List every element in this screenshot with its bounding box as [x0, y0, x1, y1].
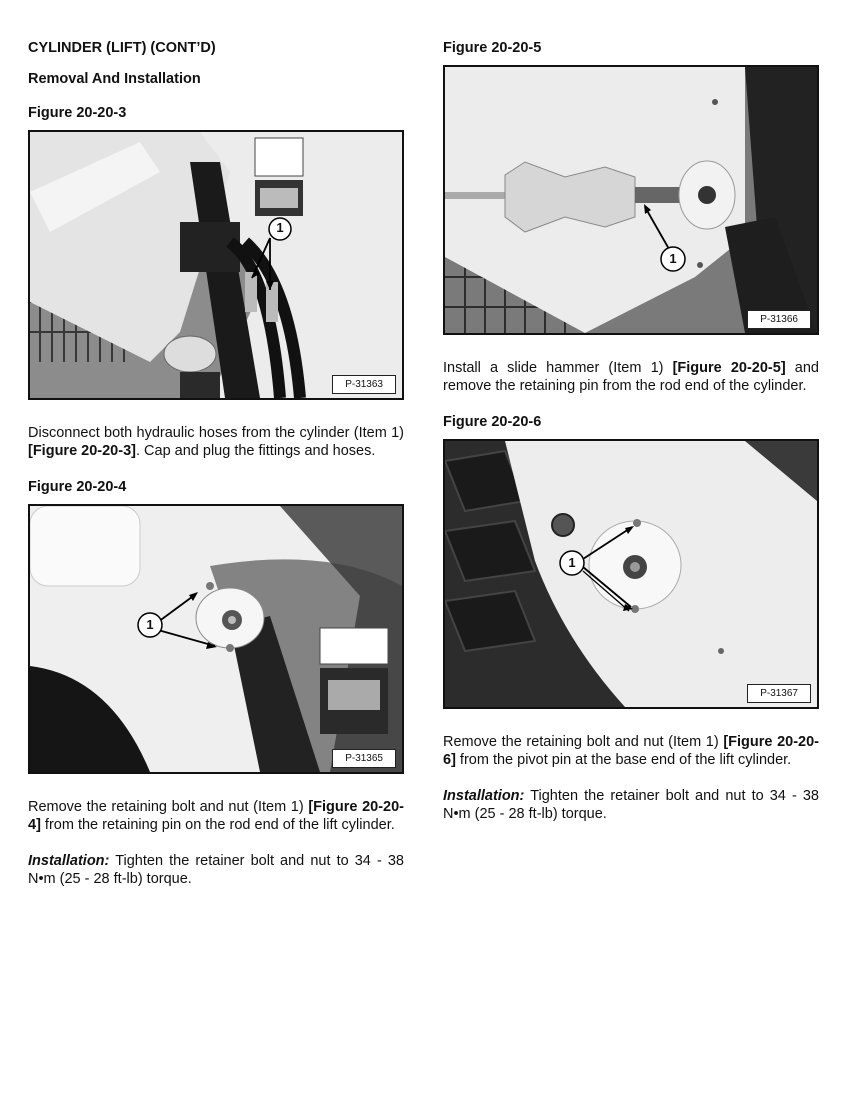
paragraph-installation-right: Installation: Tighten the retainer bolt and nut to 34 - 38 N•m (25 - 28 ft-lb) torque.: [443, 788, 819, 822]
figure-4-title: Figure 20-20-4: [28, 479, 127, 495]
figure-6-callout: 1: [568, 555, 576, 570]
section-subtitle: Removal And Installation: [28, 71, 201, 87]
figure-3-image: [28, 130, 404, 400]
figure-4-image: [28, 504, 404, 774]
figure-5-callout: 1: [669, 251, 677, 266]
paragraph-remove-bolt-base-end: Remove the retaining bolt and nut (Item 1) [Figure 20-20-6] from the pivot pin at the base end of the lift cylinder.: [443, 734, 819, 768]
figure-4-callout: 1: [146, 617, 154, 632]
figure-5-part-number: P-31366: [747, 310, 811, 329]
figure-5-title: Figure 20-20-5: [443, 40, 542, 56]
right-column: [443, 40, 819, 823]
figure-4-part-number: P-31365: [332, 749, 396, 768]
paragraph-install-slide-hammer: Install a slide hammer (Item 1) [Figure 20-20-5] and remove the retaining pin from the rod end of the cylinder.: [443, 360, 819, 394]
paragraph-disconnect-hoses: Disconnect both hydraulic hoses from the cylinder (Item 1) [Figure 20-20-3]. Cap and plug the fittings and hoses.: [28, 425, 404, 459]
figure-3-part-number: P-31363: [332, 375, 396, 394]
paragraph-installation-left: Installation: Tighten the retainer bolt and nut to 34 - 38 N•m (25 - 28 ft-lb) torque.: [28, 853, 404, 887]
section-title: CYLINDER (LIFT) (CONT’D): [28, 40, 216, 56]
figure-3-title: Figure 20-20-3: [28, 105, 127, 121]
paragraph-remove-bolt-rod-end: Remove the retaining bolt and nut (Item 1) [Figure 20-20-4] from the retaining pin on the rod end of the lift cylinder.: [28, 799, 404, 833]
figure-5-image: [443, 65, 819, 335]
figure-3-callout: 1: [276, 220, 284, 235]
left-column: [28, 40, 404, 888]
figure-6-title: Figure 20-20-6: [443, 414, 542, 430]
figure-6-part-number: P-31367: [747, 684, 811, 703]
figure-6-image: [443, 439, 819, 709]
